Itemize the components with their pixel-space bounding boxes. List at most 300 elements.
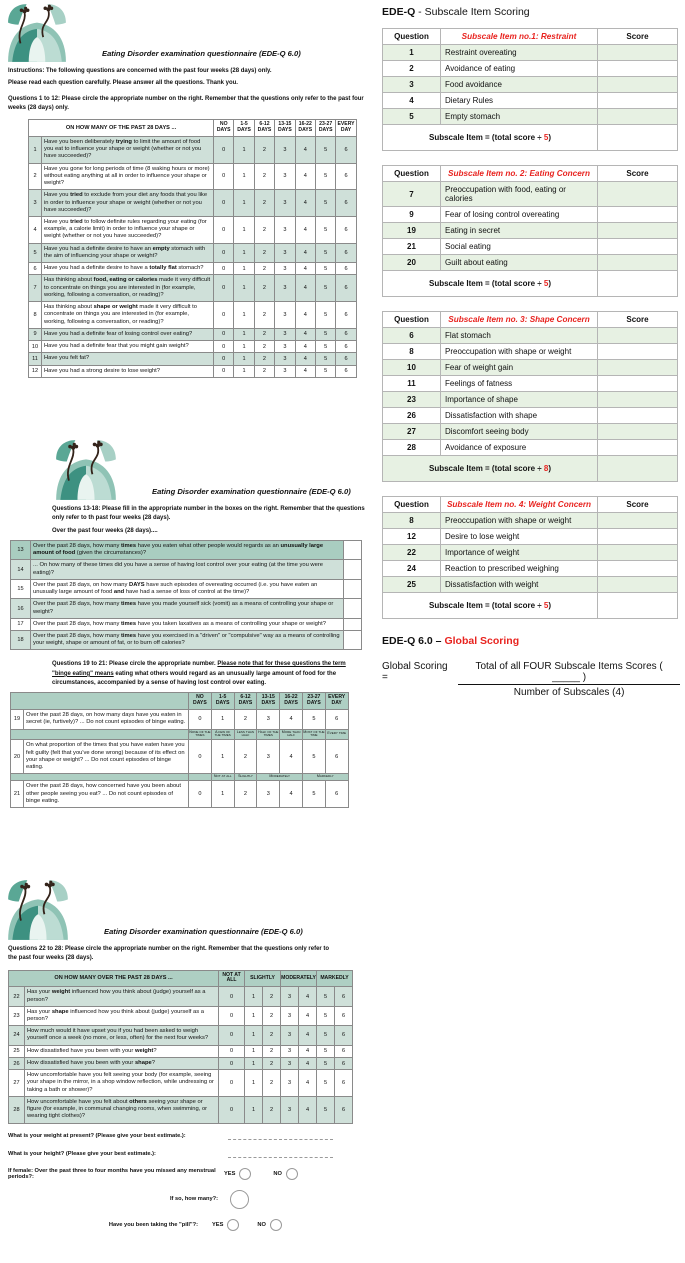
severity-header: MODERATELY <box>281 970 317 987</box>
answer-option[interactable]: 6 <box>336 365 356 377</box>
answer-option[interactable]: 4 <box>295 353 315 365</box>
answer-option[interactable]: 5 <box>302 781 325 808</box>
answer-option[interactable]: 2 <box>263 1096 281 1123</box>
score-cell[interactable] <box>598 424 678 440</box>
answer-option[interactable]: 3 <box>275 136 295 163</box>
question-row <box>9 1045 353 1057</box>
answer-option[interactable]: 0 <box>214 328 234 340</box>
answer-option[interactable]: 4 <box>299 1026 317 1045</box>
score-cell[interactable] <box>598 408 678 424</box>
scale-label: More than half <box>280 729 303 740</box>
answer-option[interactable]: 6 <box>336 341 356 353</box>
question-number: 27 <box>9 1070 25 1097</box>
score-cell[interactable] <box>598 529 678 545</box>
answer-option[interactable]: 5 <box>315 243 335 262</box>
answer-option[interactable]: 1 <box>245 987 263 1006</box>
question-column-header: Question <box>383 29 441 45</box>
answer-box[interactable] <box>344 579 362 598</box>
how-many-label: If so, how many?: <box>169 1196 218 1203</box>
answer-option[interactable]: 5 <box>302 740 325 774</box>
table-header-row <box>29 120 357 137</box>
yes-label: YES <box>224 1170 236 1177</box>
pill-no-circle[interactable] <box>270 1219 282 1231</box>
answer-option[interactable]: 3 <box>275 341 295 353</box>
how-many-circle[interactable] <box>230 1190 249 1209</box>
answer-option[interactable]: 5 <box>315 263 335 275</box>
question-row <box>29 243 357 262</box>
subscale-formula: Subscale Item = (total score ÷ 8) <box>383 456 598 482</box>
subscale-item-label: Social eating <box>441 239 598 255</box>
answer-option[interactable]: 3 <box>281 1006 299 1025</box>
answer-option[interactable]: 2 <box>254 243 274 262</box>
edeq-logo <box>54 438 118 502</box>
question-row <box>29 341 357 353</box>
subscale-row <box>383 77 678 93</box>
question-row <box>11 579 362 598</box>
answer-option[interactable]: 0 <box>189 710 212 729</box>
answer-option[interactable]: 5 <box>317 1026 335 1045</box>
global-formula-fraction <box>458 661 680 698</box>
answer-option[interactable]: 3 <box>275 263 295 275</box>
answer-option[interactable]: 4 <box>295 163 315 190</box>
score-cell[interactable] <box>598 239 678 255</box>
answer-option[interactable]: 5 <box>315 328 335 340</box>
answer-option[interactable]: 6 <box>335 987 353 1006</box>
answer-option[interactable]: 3 <box>281 1045 299 1057</box>
answer-option[interactable]: 2 <box>254 216 274 243</box>
answer-option[interactable]: 2 <box>263 1057 281 1069</box>
score-cell[interactable] <box>598 207 678 223</box>
answer-option[interactable]: 1 <box>234 365 254 377</box>
answer-option[interactable]: 2 <box>263 1006 281 1025</box>
question-text: Over the past 28 days, on how many days have you eaten in secret (ie, furtively)? ... Do not count episodes of binge eating. <box>24 710 189 729</box>
answer-option[interactable]: 6 <box>335 1045 353 1057</box>
answer-option[interactable]: 5 <box>315 302 335 329</box>
answer-option[interactable]: 3 <box>275 328 295 340</box>
score-cell[interactable] <box>598 77 678 93</box>
answer-option[interactable]: 0 <box>214 163 234 190</box>
answer-option[interactable]: 2 <box>254 341 274 353</box>
answer-option[interactable]: 0 <box>189 740 212 774</box>
answer-box[interactable] <box>344 631 362 650</box>
answer-option[interactable]: 6 <box>336 328 356 340</box>
question-text: Have you gone for long periods of time (8 waking hours or more) without eating anything at all in order to influence your shape or weight? <box>42 163 214 190</box>
score-cell[interactable] <box>598 255 678 271</box>
answer-option[interactable]: 1 <box>234 190 254 217</box>
answer-option[interactable]: 3 <box>281 1096 299 1123</box>
answer-option[interactable]: 0 <box>214 190 234 217</box>
answer-option[interactable]: 1 <box>234 136 254 163</box>
question-text: Has thinking about shape or weight made it very difficult to concentrate on things you are interested in (for example, working, following a conversation, or reading)? <box>42 302 214 329</box>
scale-label: Most of the time <box>302 729 325 740</box>
answer-option[interactable]: 4 <box>295 302 315 329</box>
answer-option[interactable]: 4 <box>299 1070 317 1097</box>
subscale-row <box>383 360 678 376</box>
answer-option[interactable]: 6 <box>325 710 348 729</box>
answer-option[interactable]: 1 <box>234 163 254 190</box>
answer-option[interactable]: 5 <box>317 987 335 1006</box>
subscale-question-number: 4 <box>383 93 441 109</box>
answer-option[interactable]: 2 <box>254 328 274 340</box>
answer-option[interactable]: 0 <box>219 1045 245 1057</box>
answer-option[interactable]: 4 <box>295 216 315 243</box>
subscale-question-number: 6 <box>383 328 441 344</box>
answer-option[interactable]: 2 <box>254 275 274 302</box>
score-cell[interactable] <box>598 577 678 593</box>
answer-option[interactable]: 6 <box>335 1096 353 1123</box>
answer-option[interactable]: 3 <box>257 781 280 808</box>
answer-option[interactable]: 2 <box>234 781 257 808</box>
answer-option[interactable]: 0 <box>219 1070 245 1097</box>
score-cell[interactable] <box>598 513 678 529</box>
subscale-footer-row <box>383 271 678 297</box>
answer-option[interactable]: 3 <box>281 1070 299 1097</box>
answer-option[interactable]: 3 <box>275 243 295 262</box>
question-number: 9 <box>29 328 42 340</box>
answer-option[interactable]: 0 <box>189 781 212 808</box>
answer-option[interactable]: 5 <box>317 1096 335 1123</box>
answer-option[interactable]: 1 <box>245 1096 263 1123</box>
answer-option[interactable]: 0 <box>214 302 234 329</box>
menstrual-yes-circle[interactable] <box>239 1168 251 1180</box>
answer-option[interactable]: 1 <box>211 781 234 808</box>
answer-option[interactable]: 3 <box>275 163 295 190</box>
question-row <box>11 781 349 808</box>
answer-option[interactable]: 2 <box>254 163 274 190</box>
score-cell[interactable] <box>598 271 678 297</box>
answer-option[interactable]: 5 <box>302 710 325 729</box>
answer-option[interactable]: 6 <box>336 275 356 302</box>
answer-option[interactable]: 2 <box>263 987 281 1006</box>
answer-option[interactable]: 4 <box>299 1096 317 1123</box>
answer-option[interactable]: 4 <box>280 740 303 774</box>
answer-option[interactable]: 6 <box>325 781 348 808</box>
answer-option[interactable]: 2 <box>254 136 274 163</box>
page3-section <box>6 878 372 1241</box>
score-cell[interactable] <box>598 125 678 151</box>
subscale-title: Subscale Item no. 4: Weight Concern <box>441 497 598 513</box>
answer-option[interactable]: 0 <box>214 243 234 262</box>
answer-option[interactable]: 5 <box>317 1006 335 1025</box>
question-row <box>9 1057 353 1069</box>
answer-option[interactable]: 4 <box>280 710 303 729</box>
edeq-logo <box>6 2 68 64</box>
answer-option[interactable]: 2 <box>234 710 257 729</box>
question-number: 11 <box>29 353 42 365</box>
pill-field-row <box>8 1219 372 1231</box>
answer-option[interactable]: 4 <box>295 328 315 340</box>
menstrual-no-circle[interactable] <box>286 1168 298 1180</box>
questions-19-21-table <box>10 692 349 808</box>
question-text: Has thinking about food, eating or calories made it very difficult to concentrate on things you are interested in (for example, working, following a conversation, or reading)? <box>42 275 214 302</box>
answer-option[interactable]: 1 <box>234 243 254 262</box>
answer-option[interactable]: 3 <box>275 275 295 302</box>
questions-22-28-table <box>8 970 353 1124</box>
day-range-header: 16-22 DAYS <box>280 693 303 710</box>
answer-option[interactable]: 4 <box>295 190 315 217</box>
answer-option[interactable]: 0 <box>214 136 234 163</box>
question-number: 21 <box>11 781 24 808</box>
answer-option[interactable]: 6 <box>335 1057 353 1069</box>
global-heading-red: Global Scoring <box>444 635 520 647</box>
subscale-formula: Subscale Item = (total score ÷ 5) <box>383 593 598 619</box>
answer-option[interactable]: 2 <box>263 1026 281 1045</box>
answer-option[interactable]: 5 <box>317 1045 335 1057</box>
question-row <box>29 353 357 365</box>
question-number: 16 <box>11 599 31 618</box>
answer-option[interactable]: 1 <box>234 341 254 353</box>
answer-option[interactable]: 2 <box>254 353 274 365</box>
score-cell[interactable] <box>598 223 678 239</box>
answer-option[interactable]: 2 <box>254 263 274 275</box>
score-cell[interactable] <box>598 376 678 392</box>
answer-option[interactable]: 1 <box>234 353 254 365</box>
height-input-line[interactable] <box>228 1150 333 1158</box>
subscale-item-label: Desire to lose weight <box>441 529 598 545</box>
answer-option[interactable]: 4 <box>295 275 315 302</box>
question-text: Have you had a definite desire to have an empty stomach with the aim of influencing your shape or weight? <box>42 243 214 262</box>
page2-header <box>6 438 372 502</box>
pill-yes-circle[interactable] <box>227 1219 239 1231</box>
answer-option[interactable]: 1 <box>211 740 234 774</box>
weight-input-line[interactable] <box>228 1132 333 1140</box>
answer-option[interactable]: 1 <box>234 263 254 275</box>
subscale-item-label: Fear of losing control overeating <box>441 207 598 223</box>
answer-option[interactable]: 1 <box>211 710 234 729</box>
answer-option[interactable]: 0 <box>214 341 234 353</box>
answer-option[interactable]: 4 <box>295 341 315 353</box>
instruction-line: Questions 22 to 28: Please circle the appropriate number on the right. Remember that the questions only refer to the past four weeks (28 days). <box>8 946 330 962</box>
question-text: How dissatisfied have you been with your weight? <box>25 1045 219 1057</box>
question-number: 28 <box>9 1096 25 1123</box>
subscale-question-number: 25 <box>383 577 441 593</box>
answer-option[interactable]: 5 <box>317 1057 335 1069</box>
question-number: 7 <box>29 275 42 302</box>
question-text: On what proportion of the times that you have eaten have you felt guilty (felt that you've done wrong) because of its effect on your shape or weight? ... Do not count episodes of binge eating. <box>24 740 189 774</box>
answer-option[interactable]: 5 <box>315 136 335 163</box>
question-number: 26 <box>9 1057 25 1069</box>
severity-scale-row <box>11 774 349 781</box>
day-range-header: EVERY DAY <box>325 693 348 710</box>
subscale-row <box>383 344 678 360</box>
score-cell[interactable] <box>598 392 678 408</box>
day-range-header: NO DAYS <box>189 693 212 710</box>
answer-option[interactable]: 6 <box>336 216 356 243</box>
answer-option[interactable]: 6 <box>336 263 356 275</box>
questions-13-18-table <box>10 540 362 651</box>
score-cell[interactable] <box>598 545 678 561</box>
answer-option[interactable]: 6 <box>336 136 356 163</box>
answer-option[interactable]: 1 <box>245 1006 263 1025</box>
score-cell[interactable] <box>598 45 678 61</box>
answer-option[interactable]: 2 <box>254 365 274 377</box>
answer-option[interactable]: 2 <box>263 1045 281 1057</box>
answer-option[interactable]: 5 <box>315 190 335 217</box>
answer-option[interactable]: 3 <box>275 302 295 329</box>
subscale-table <box>382 496 678 619</box>
subscale-question-number: 3 <box>383 77 441 93</box>
answer-option[interactable]: 4 <box>280 781 303 808</box>
subscale-header-row <box>383 166 678 182</box>
subscale-formula: Subscale Item = (total score ÷ 5) <box>383 125 598 151</box>
subscale-item-label: Preoccupation with shape or weight <box>441 513 598 529</box>
height-field-row <box>8 1150 372 1158</box>
table-header-row <box>11 693 349 710</box>
answer-option[interactable]: 5 <box>315 341 335 353</box>
subscale-row <box>383 207 678 223</box>
answer-option[interactable]: 3 <box>275 216 295 243</box>
subscale-title: Subscale Item no. 3: Shape Concern <box>441 312 598 328</box>
answer-option[interactable]: 0 <box>219 1026 245 1045</box>
question-number: 13 <box>11 540 31 559</box>
question-row <box>9 1006 353 1025</box>
answer-option[interactable]: 0 <box>219 987 245 1006</box>
answer-option[interactable]: 4 <box>299 1006 317 1025</box>
score-cell[interactable] <box>598 456 678 482</box>
score-cell[interactable] <box>598 93 678 109</box>
answer-option[interactable]: 0 <box>219 1096 245 1123</box>
answer-option[interactable]: 2 <box>254 190 274 217</box>
subscale-question-number: 5 <box>383 109 441 125</box>
subscale-table <box>382 165 678 297</box>
answer-option[interactable]: 6 <box>325 740 348 774</box>
question-text: Has your shape influenced how you think about (judge) yourself as a person? <box>25 1006 219 1025</box>
answer-option[interactable]: 2 <box>234 740 257 774</box>
score-cell[interactable] <box>598 182 678 207</box>
answer-option[interactable]: 0 <box>214 365 234 377</box>
subscale-item-label: Feelings of fatness <box>441 376 598 392</box>
answer-option[interactable]: 6 <box>336 353 356 365</box>
question-row <box>29 263 357 275</box>
subscale-header-row <box>383 312 678 328</box>
question-text: Have you tried to follow definite rules regarding your eating (for example, a calorie limit) in order to influence your shape or weight (whether or not you have succeeded)? <box>42 216 214 243</box>
bottom-fields <box>8 1132 372 1231</box>
subscale-question-number: 7 <box>383 182 441 207</box>
question-text: Over the past 28 days, how concerned have you been about other people seeing you eat? ... Do not count episodes of binge eating. <box>24 781 189 808</box>
answer-option[interactable]: 0 <box>219 1057 245 1069</box>
answer-option[interactable]: 6 <box>336 302 356 329</box>
question-text: Have you had a definite fear that you might gain weight? <box>42 341 214 353</box>
weight-field-row <box>8 1132 372 1140</box>
day-range-header: 1-5 DAYS <box>234 120 254 137</box>
answer-option[interactable]: 4 <box>299 1057 317 1069</box>
subscale-row <box>383 392 678 408</box>
page3-title: Eating Disorder examination questionnaire (EDE-Q 6.0) <box>104 927 303 936</box>
subscale-question-number: 12 <box>383 529 441 545</box>
question-text: Has your weight influenced how you think about (judge) yourself as a person? <box>25 987 219 1006</box>
answer-option[interactable]: 3 <box>257 740 280 774</box>
answer-option[interactable]: 3 <box>275 353 295 365</box>
answer-option[interactable]: 1 <box>234 275 254 302</box>
subscale-row <box>383 545 678 561</box>
subscale-row <box>383 45 678 61</box>
answer-option[interactable]: 1 <box>245 1045 263 1057</box>
global-formula-prefix: Global Scoring = <box>382 661 448 683</box>
answer-option[interactable]: 3 <box>281 1026 299 1045</box>
subscale-item-label: Food avoidance <box>441 77 598 93</box>
answer-option[interactable]: 1 <box>234 302 254 329</box>
subscale-item-label: Restraint overeating <box>441 45 598 61</box>
subscale-item-label: Dissatisfaction with weight <box>441 577 598 593</box>
answer-option[interactable]: 0 <box>214 275 234 302</box>
answer-box[interactable] <box>344 540 362 559</box>
answer-option[interactable]: 1 <box>245 1057 263 1069</box>
answer-box[interactable] <box>344 618 362 630</box>
answer-option[interactable]: 4 <box>299 1045 317 1057</box>
answer-option[interactable]: 2 <box>263 1070 281 1097</box>
answer-option[interactable]: 3 <box>275 365 295 377</box>
answer-option[interactable]: 4 <box>299 987 317 1006</box>
answer-option[interactable]: 1 <box>234 216 254 243</box>
question-number: 25 <box>9 1045 25 1057</box>
answer-option[interactable]: 4 <box>295 263 315 275</box>
question-row <box>11 540 362 559</box>
global-formula-numerator[interactable]: Total of all FOUR Subscale Items Scores ( _____ ) <box>458 661 680 685</box>
answer-option[interactable]: 3 <box>281 987 299 1006</box>
answer-option[interactable]: 3 <box>257 710 280 729</box>
score-cell[interactable] <box>598 344 678 360</box>
answer-option[interactable]: 3 <box>281 1057 299 1069</box>
answer-box[interactable] <box>344 560 362 579</box>
score-cell[interactable] <box>598 593 678 619</box>
answer-option[interactable]: 6 <box>336 163 356 190</box>
answer-box[interactable] <box>344 599 362 618</box>
answer-option[interactable]: 5 <box>315 275 335 302</box>
answer-option[interactable]: 0 <box>214 216 234 243</box>
question-row <box>11 740 349 774</box>
answer-option[interactable]: 1 <box>245 1070 263 1097</box>
question-row <box>11 618 362 630</box>
answer-option[interactable]: 5 <box>315 163 335 190</box>
page2-title: Eating Disorder examination questionnaire (EDE-Q 6.0) <box>152 487 351 496</box>
question-text: How uncomfortable have you felt about others seeing your shape or figure (for example, in communal changing rooms, when swimming, or wearing tight clothes)? <box>25 1096 219 1123</box>
answer-option[interactable]: 0 <box>214 263 234 275</box>
answer-option[interactable]: 6 <box>335 1070 353 1097</box>
day-range-header: 16-22 DAYS <box>295 120 315 137</box>
answer-option[interactable]: 1 <box>234 328 254 340</box>
binge-eating-note <box>52 660 352 688</box>
answer-option[interactable]: 1 <box>245 1026 263 1045</box>
day-range-header: EVERY DAY <box>336 120 356 137</box>
answer-option[interactable]: 2 <box>254 302 274 329</box>
answer-option[interactable]: 4 <box>295 365 315 377</box>
answer-option[interactable]: 3 <box>275 190 295 217</box>
answer-option[interactable]: 6 <box>335 1026 353 1045</box>
answer-option[interactable]: 5 <box>315 365 335 377</box>
answer-option[interactable]: 0 <box>219 1006 245 1025</box>
answer-option[interactable]: 4 <box>295 136 315 163</box>
answer-option[interactable]: 5 <box>317 1070 335 1097</box>
answer-option[interactable]: 6 <box>335 1006 353 1025</box>
answer-option[interactable]: 4 <box>295 243 315 262</box>
question-row <box>11 560 362 579</box>
question-column-header: Question <box>383 312 441 328</box>
answer-option[interactable]: 5 <box>315 353 335 365</box>
no-label: NO <box>257 1221 266 1228</box>
severity-header: SLIGHTLY <box>245 970 281 987</box>
answer-option[interactable]: 6 <box>336 190 356 217</box>
score-cell[interactable] <box>598 561 678 577</box>
score-cell[interactable] <box>598 328 678 344</box>
score-cell[interactable] <box>598 360 678 376</box>
score-cell[interactable] <box>598 109 678 125</box>
question-number: 15 <box>11 579 31 598</box>
answer-option[interactable]: 6 <box>336 243 356 262</box>
score-cell[interactable] <box>598 440 678 456</box>
score-cell[interactable] <box>598 61 678 77</box>
answer-option[interactable]: 5 <box>315 216 335 243</box>
answer-option[interactable]: 0 <box>214 353 234 365</box>
